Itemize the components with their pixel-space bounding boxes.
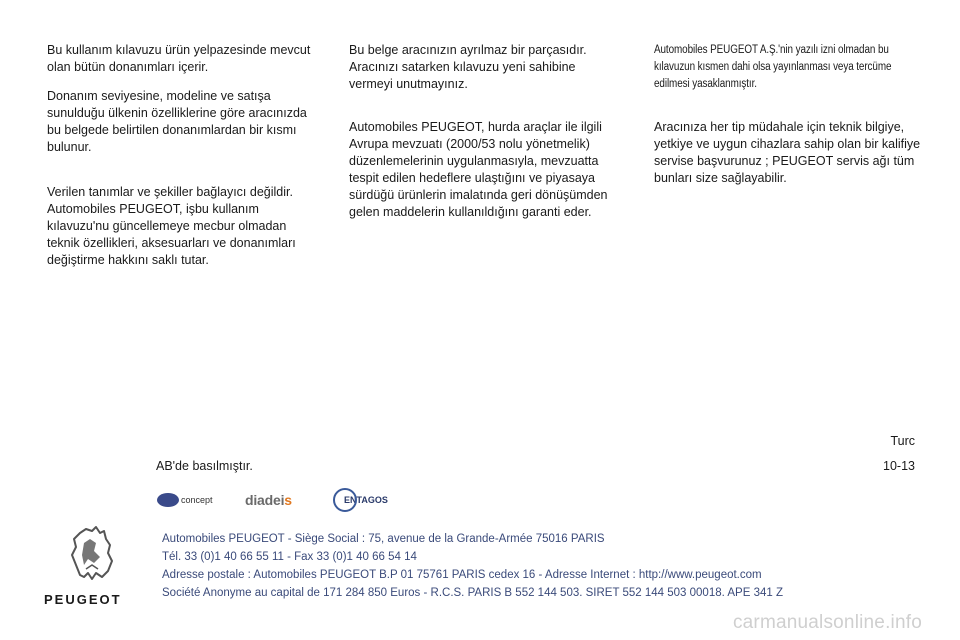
footer-phone: Tél. 33 (0)1 40 66 55 11 - Fax 33 (0)1 40 66 54 14 [162,551,417,563]
paragraph-service: Aracınıza her tip müdahale için teknik bilgiye, yetkiye ve uygun cihazlara sahip olan bir kalifiye servise başvurunuz ; PEUGEOT servis ağı tüm bunları size sağlayabilir. [654,120,921,185]
paragraph-disclaimer: Verilen tanımlar ve şekiller bağlayıcı değildir. Automobiles PEUGEOT, işbu kullanım kılavuzu'nu güncellemeye mecbur olmadan teknik özellikleri, aksesuarları ve donanımları değiştirme hakkını saklı tutar. [47,185,296,267]
hd-logo-icon [157,493,179,507]
column-left [47,42,312,269]
watermark: carmanualsonline.info [732,612,922,633]
footer-company-info: Société Anonyme au capital de 171 284 850 Euros - R.C.S. PARIS B 552 144 503. SIRET 552 144 503 00018. APE 341 Z [162,587,783,599]
diadeis-logo: diadeis [245,492,292,508]
paragraph-recycling: Automobiles PEUGEOT, hurda araçlar ile ilgili Avrupa mevzuatı (2000/53 nolu yönetmelik) düzenlemelerinin uygulanmasıyla, mevzuatta tespit edilen hedeflere ulaştığını ve piyasaya sürdüğü ürünlerin imalatında geri dönüşümden gelen maddelerin kullanıldığını garanti eder. [349,120,608,219]
brand-name: PEUGEOT [44,592,122,607]
brand-block [44,525,144,607]
paragraph-document-part: Bu belge aracınızın ayrılmaz bir parçasıdır. Aracınızı satarken kılavuzu yeni sahibine vermeyi unutmayınız. [349,43,587,91]
column-right [654,42,924,187]
paragraph-equipment-level: Donanım seviyesine, modeline ve satışa sunulduğu ülkenin özelliklerine göre aracınızda bu belgede belirtilen donanımlardan bir kısmı bulunur. [47,89,307,154]
hd-concept-logo: concept [157,487,213,513]
document-code: 10-13 [883,459,915,473]
language-label: Turc [890,434,915,448]
entagos-ring-icon [333,488,357,512]
company-footer [162,530,783,602]
entagos-logo: ENTAGOS [333,487,389,513]
column-middle [349,42,619,221]
peugeot-lion-icon [66,525,118,581]
printed-in-label: AB'de basılmıştır. [156,459,253,473]
footer-postal: Adresse postale : Automobiles PEUGEOT B.P 01 75761 PARIS cedex 16 - Adresse Internet : http://www.peugeot.com [162,569,762,581]
footer-address: Automobiles PEUGEOT - Siège Social : 75, avenue de la Grande-Armée 75016 PARIS [162,533,605,545]
paragraph-equipment-scope: Bu kullanım kılavuzu ürün yelpazesinde mevcut olan bütün donanımları içerir. [47,43,311,74]
paragraph-copyright: Automobiles PEUGEOT A.Ş.'nin yazılı izni olmadan bu kılavuzun kısmen dahi olsa yayınlanması veya tercüme edilmesi yasaklanmıştır. [654,44,892,90]
